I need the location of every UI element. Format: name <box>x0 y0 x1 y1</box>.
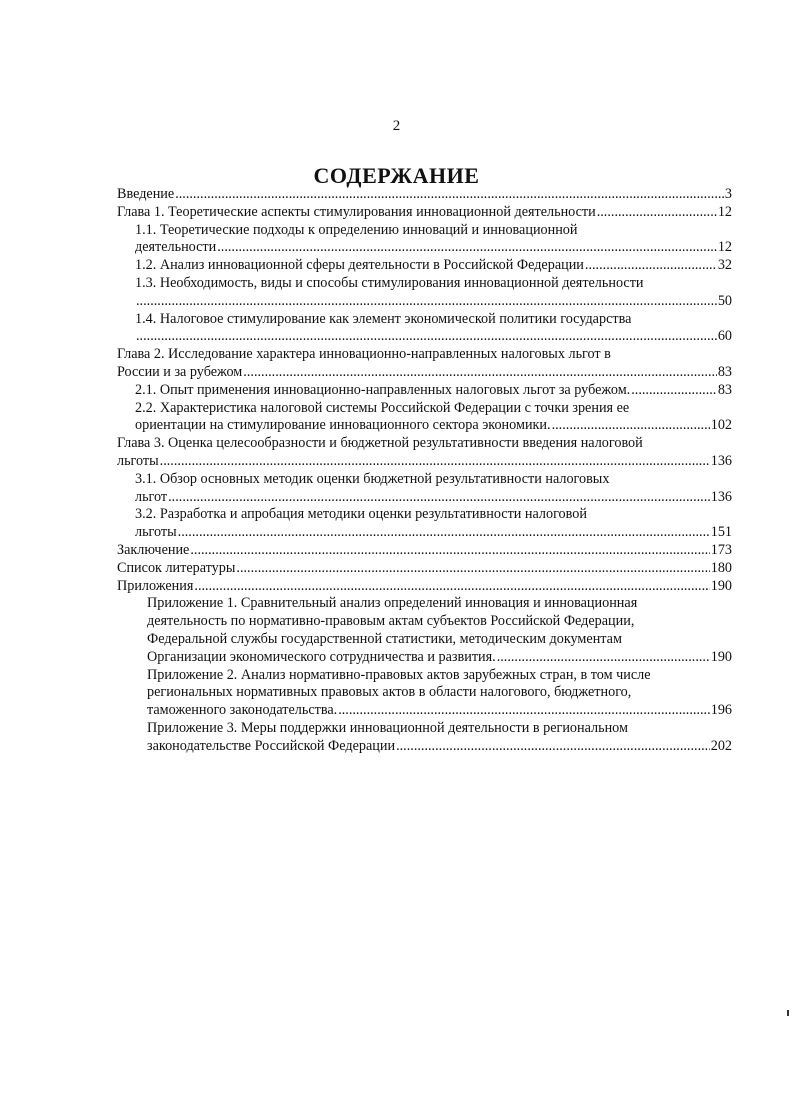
toc-entry-text: ориентации на стимулирование инновационного сектора экономики. <box>135 417 551 434</box>
toc-entry-text: Заключение <box>117 541 190 558</box>
toc-page-number: 60 <box>717 328 732 345</box>
toc-entry-appendix-3[interactable] <box>117 720 732 756</box>
toc-page-number: 196 <box>710 702 732 719</box>
dot-leader <box>236 560 709 578</box>
dot-leader <box>194 578 709 596</box>
page-number: 2 <box>392 118 401 134</box>
toc-entry-appendix-2[interactable] <box>117 667 732 720</box>
toc-page-number: 83 <box>717 363 732 380</box>
toc-entry-text: Приложение 2. Анализ нормативно-правовых актов зарубежных стран, в том числе <box>147 666 651 683</box>
toc-entry-intro[interactable] <box>117 186 732 204</box>
toc-entry-text: Глава 3. Оценка целесообразности и бюджетной результативности введения налоговой <box>117 435 643 452</box>
toc-entry-text: таможенного законодательства. <box>147 702 338 719</box>
toc-entry-text: Список литературы <box>117 559 236 576</box>
toc-entry-text: 1.1. Теоретические подходы к определению инноваций и инновационной <box>135 221 578 238</box>
toc-entry-text: Федеральной службы государственной статистики, методическим документам <box>147 630 622 647</box>
dot-leader <box>136 293 717 311</box>
toc-entry-references[interactable] <box>117 560 732 578</box>
toc-page-number: 50 <box>717 292 732 309</box>
dot-leader <box>243 364 717 382</box>
toc-entry-chapter-2[interactable] <box>117 346 732 382</box>
toc-entry-text: льготы <box>117 452 159 469</box>
dot-leader <box>585 257 717 275</box>
toc-entry-text: льгот <box>135 488 168 505</box>
toc-entry-section-3-1[interactable] <box>117 471 732 507</box>
toc-page-number: 83 <box>717 381 732 398</box>
toc-page-number: 190 <box>710 577 732 594</box>
toc-entry-text: деятельность по нормативно-правовым актам субъектов Российской Федерации, <box>147 613 635 630</box>
toc-entry-text: 3.1. Обзор основных методик оценки бюджетной результативности налоговых <box>135 470 610 487</box>
toc-page-number: 32 <box>717 257 732 274</box>
dot-leader <box>136 328 717 346</box>
toc-entry-section-1-4[interactable] <box>117 311 732 347</box>
toc-entry-section-1-2[interactable] <box>117 257 732 275</box>
toc-entry-appendices[interactable] <box>117 578 732 596</box>
toc-entry-text: Приложение 1. Сравнительный анализ определений инновация и инновационная <box>147 595 638 612</box>
toc-page-number: 136 <box>710 452 732 469</box>
toc-entry-text: региональных нормативных правовых актов в области налогового, бюджетного, <box>147 684 632 701</box>
toc-entry-text: 1.3. Необходимость, виды и способы стимулирования инновационной деятельности <box>135 274 644 291</box>
toc-entry-text: Введение <box>117 186 175 202</box>
dot-leader <box>497 649 710 667</box>
dot-leader <box>160 453 710 471</box>
toc-page-number: 180 <box>710 559 732 576</box>
toc-page-number: 3 <box>724 186 732 202</box>
toc-entry-text: льготы <box>135 524 177 541</box>
toc-entry-section-2-2[interactable] <box>117 400 732 436</box>
dot-leader <box>178 524 710 542</box>
toc-entry-text: 2.2. Характеристика налоговой системы Российской Федерации с точки зрения ее <box>135 399 630 416</box>
toc-entry-text: Организации экономического сотрудничества и развития. <box>147 648 496 665</box>
toc-page-number: 12 <box>717 203 732 220</box>
dot-leader <box>338 702 710 720</box>
toc-entry-text: Приложения <box>117 577 194 594</box>
toc-entry-text: 3.2. Разработка и апробация методики оценки результативности налоговой <box>135 506 587 523</box>
toc-page-number: 136 <box>710 488 732 505</box>
toc-entry-section-1-3[interactable] <box>117 275 732 311</box>
dot-leader <box>396 738 710 756</box>
toc-entry-conclusion[interactable] <box>117 542 732 560</box>
toc-entry-chapter-1[interactable] <box>117 204 732 222</box>
toc-page-number: 12 <box>717 239 732 256</box>
toc-entry-section-1-1[interactable] <box>117 222 732 258</box>
table-of-contents <box>117 186 732 756</box>
toc-entry-text: законодательстве Российской Федерации <box>147 737 396 754</box>
dot-leader <box>597 204 717 222</box>
toc-entry-text: Глава 2. Исследование характера инновационно-направленных налоговых льгот в <box>117 346 611 363</box>
dot-leader <box>552 417 710 435</box>
toc-entry-text: 2.1. Опыт применения инновационно-направленных налоговых льгот за рубежом. <box>135 381 631 398</box>
toc-entry-text: 1.2. Анализ инновационной сферы деятельности в Российской Федерации <box>135 257 584 274</box>
toc-entry-chapter-3[interactable] <box>117 435 732 471</box>
toc-entry-text: России и за рубежом <box>117 363 243 380</box>
toc-page-number: 202 <box>710 737 732 754</box>
dot-leader <box>175 186 724 204</box>
toc-title: СОДЕРЖАНИЕ <box>313 163 480 188</box>
toc-entry-text: 1.4. Налоговое стимулирование как элемент экономической политики государства <box>135 310 632 327</box>
toc-page-number: 190 <box>710 648 732 665</box>
toc-entry-section-3-2[interactable] <box>117 506 732 542</box>
toc-page-number: 151 <box>710 524 732 541</box>
dot-leader <box>631 382 717 400</box>
toc-page-number: 173 <box>710 541 732 558</box>
toc-entry-appendix-1[interactable] <box>117 595 732 666</box>
dot-leader <box>190 542 709 560</box>
scan-speck <box>787 1010 789 1016</box>
dot-leader <box>168 489 710 507</box>
toc-page-number: 102 <box>710 417 732 434</box>
toc-entry-text: деятельности <box>135 239 217 256</box>
toc-entry-text: Глава 1. Теоретические аспекты стимулирования инновационной деятельности <box>117 203 596 220</box>
dot-leader <box>217 239 717 257</box>
toc-entry-section-2-1[interactable] <box>117 382 732 400</box>
toc-entry-text: Приложение 3. Меры поддержки инновационной деятельности в региональном <box>147 719 628 736</box>
